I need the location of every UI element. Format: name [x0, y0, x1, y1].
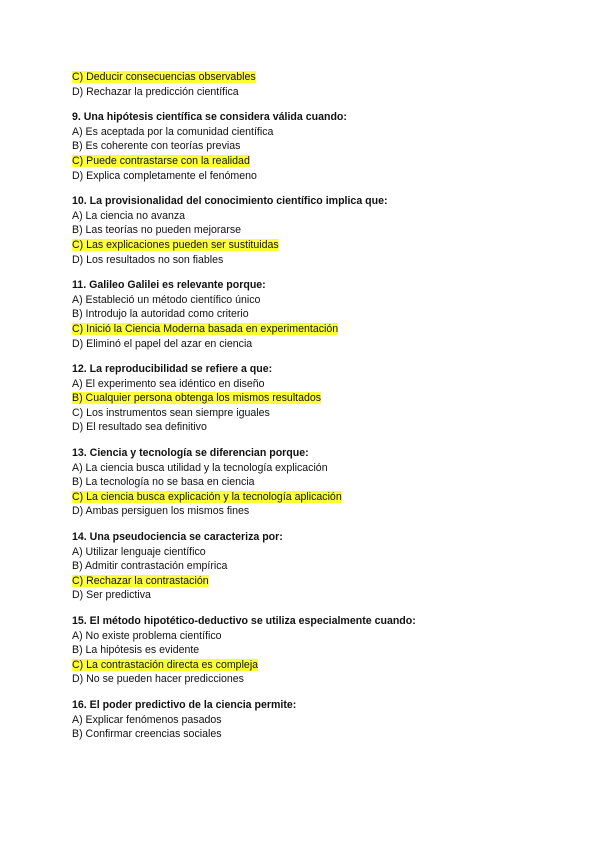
option-line	[72, 658, 542, 673]
option-text: A) Explicar fenómenos pasados	[72, 713, 222, 726]
answer-highlight: B) Cualquier persona obtenga los mismos resultados	[72, 392, 322, 405]
question-title: 14. Una pseudociencia se caracteriza por:	[72, 531, 283, 544]
question-title: 12. La reproducibilidad se refiere a que:	[72, 363, 273, 376]
option-text: D) No se pueden hacer predicciones	[72, 673, 244, 686]
answer-highlight: C) Deducir consecuencias observables	[72, 71, 256, 83]
answer-highlight: C) La contrastación directa es compleja	[72, 658, 259, 671]
question-title: 10. La provisionalidad del conocimiento científico implica que:	[72, 195, 388, 208]
option-text: B) La hipótesis es evidente	[72, 644, 200, 657]
intro-block	[72, 70, 542, 99]
question-block	[72, 110, 542, 183]
option-line	[72, 504, 542, 519]
option-line	[72, 238, 542, 253]
option-text: D) Ambas persiguen los mismos fines	[72, 505, 250, 518]
option-text: B) Las teorías no pueden mejorarse	[72, 224, 242, 237]
option-text: D) Rechazar la predicción científica	[72, 85, 239, 98]
option-text: A) Utilizar lenguaje científico	[72, 545, 206, 558]
question-block	[72, 614, 542, 687]
answer-highlight: C) Rechazar la contrastación	[72, 574, 209, 587]
option-text: B) Confirmar creencias sociales	[72, 728, 222, 741]
option-line	[72, 322, 542, 337]
option-line	[72, 643, 542, 658]
option-text: D) Explica completamente el fenómeno	[72, 169, 257, 182]
document-page	[72, 70, 542, 742]
option-text: A) Estableció un método científico único	[72, 293, 261, 306]
question-title: 15. El método hipotético-deductivo se utiliza especialmente cuando:	[72, 615, 416, 627]
answer-highlight: C) La ciencia busca explicación y la tecnología aplicación	[72, 490, 342, 503]
answer-highlight: C) Inició la Ciencia Moderna basada en experimentación	[72, 322, 339, 335]
option-line	[72, 307, 542, 322]
option-text: D) Ser predictiva	[72, 589, 151, 602]
option-line	[72, 70, 542, 85]
option-line	[72, 377, 542, 392]
option-line	[72, 139, 542, 154]
answer-highlight: C) Las explicaciones pueden ser sustituidas	[72, 238, 279, 251]
question-title: 13. Ciencia y tecnología se diferencian porque:	[72, 447, 309, 460]
option-text: A) No existe problema científico	[72, 629, 222, 642]
option-text: A) Es aceptada por la comunidad científica	[72, 125, 274, 138]
option-line	[72, 545, 542, 560]
question-block	[72, 278, 542, 351]
option-line	[72, 629, 542, 644]
option-line	[72, 406, 542, 421]
option-text: D) El resultado sea definitivo	[72, 421, 207, 434]
question-block	[72, 362, 542, 435]
option-line	[72, 490, 542, 505]
option-line	[72, 223, 542, 238]
option-text: A) La ciencia busca utilidad y la tecnología explicación	[72, 461, 328, 474]
option-line	[72, 391, 542, 406]
answer-highlight: C) Puede contrastarse con la realidad	[72, 154, 250, 167]
option-line	[72, 475, 542, 490]
question-block	[72, 194, 542, 267]
option-line	[72, 672, 542, 687]
option-line	[72, 727, 542, 742]
option-line	[72, 337, 542, 352]
option-text: B) Admitir contrastación empírica	[72, 560, 228, 573]
option-line	[72, 154, 542, 169]
option-line	[72, 293, 542, 308]
question-block	[72, 530, 542, 603]
option-text: B) La tecnología no se basa en ciencia	[72, 476, 255, 489]
option-line	[72, 169, 542, 184]
option-text: D) Eliminó el papel del azar en ciencia	[72, 337, 253, 350]
option-text: C) Los instrumentos sean siempre iguales	[72, 406, 270, 419]
option-text: B) Introdujo la autoridad como criterio	[72, 308, 249, 321]
option-line	[72, 461, 542, 476]
question-block	[72, 698, 542, 742]
question-title: 11. Galileo Galilei es relevante porque:	[72, 279, 266, 292]
option-line	[72, 574, 542, 589]
option-line	[72, 559, 542, 574]
option-line	[72, 713, 542, 728]
question-block	[72, 446, 542, 519]
option-line	[72, 588, 542, 603]
option-text: B) Es coherente con teorías previas	[72, 140, 241, 153]
option-text: A) El experimento sea idéntico en diseño	[72, 377, 265, 390]
option-text: D) Los resultados no son fiables	[72, 253, 224, 266]
question-title: 16. El poder predictivo de la ciencia permite:	[72, 698, 297, 711]
option-line	[72, 209, 542, 224]
question-title: 9. Una hipótesis científica se considera válida cuando:	[72, 111, 347, 124]
option-line	[72, 85, 542, 100]
option-text: A) La ciencia no avanza	[72, 209, 186, 222]
option-line	[72, 125, 542, 140]
option-line	[72, 253, 542, 268]
option-line	[72, 420, 542, 435]
